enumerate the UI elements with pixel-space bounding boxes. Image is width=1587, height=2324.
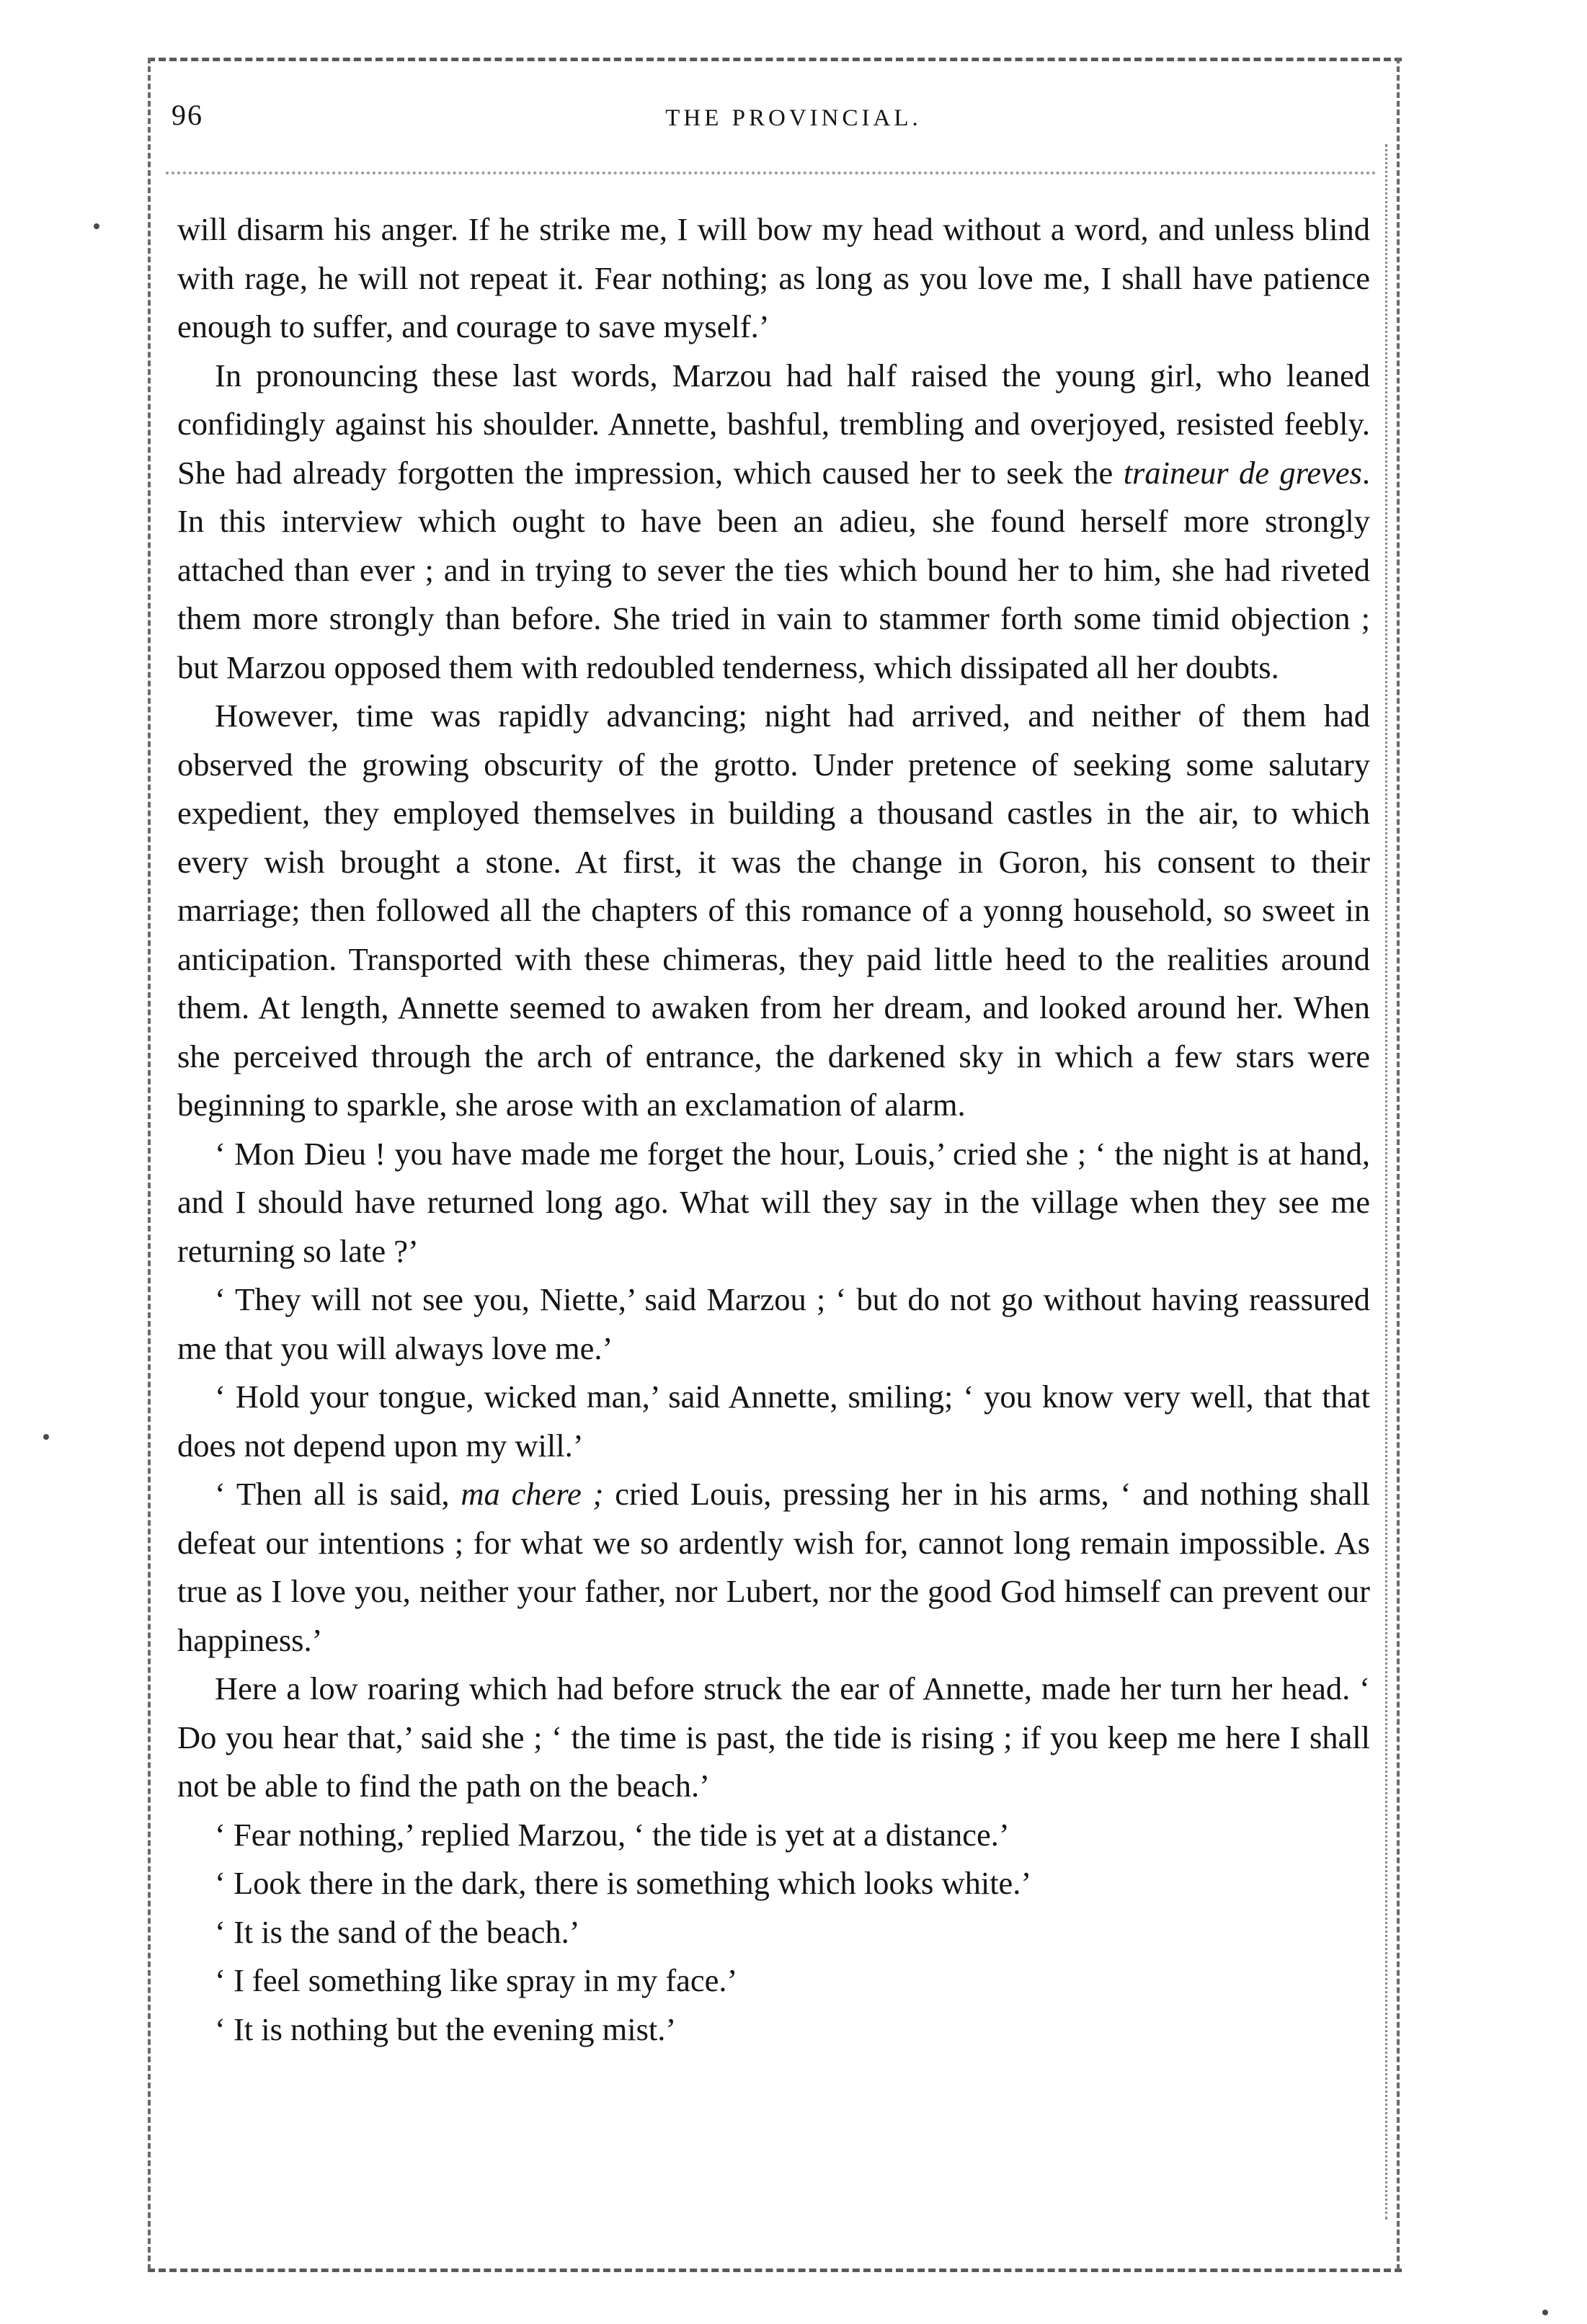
page-number: 96	[172, 99, 203, 131]
paragraph-text: However, time was rapidly advancing; night had arrived, and neither of them had observed the growing obscurity of the grotto. Under pretence of seeking some salutary expedient, they employed themselves in building a thousand castles in the air, to which every wish brought a stone. At first, it was the change in Goron, his consent to their marriage; then followed all the chapters of this romance of a yonng household, so sweet in anticipation. Transported with these chimeras, they paid little heed to the realities around them. At length, Annette seemed to awaken from her dream, and looked around her. When she perceived through the arch of entrance, the darkened sky in which a few stars were beginning to sparkle, she arose with an exclamation of alarm.	[177, 698, 1370, 1123]
paragraph-text: cried Louis, pressing her in his arms, ‘ and nothing shall defeat our intentions ; for what we so ardently wish for, cannot long remain impossible. As true as I love you, neither your father, nor Lubert, nor the good God himself can prevent our happiness.’	[177, 1476, 1370, 1658]
italic-text: ma chere ;	[461, 1476, 604, 1512]
paragraph-text: ‘ It is the sand of the beach.’	[215, 1913, 580, 1950]
paragraph-text: Here a low roaring which had before struck the ear of Annette, made her turn her head. ‘ Do you hear that,’ said she ; ‘ the time is past, the tide is rising ; if you keep me here I shall not be able to find the path on the beach.’	[177, 1670, 1370, 1804]
paragraph-text: ‘ Then all is said,	[215, 1476, 461, 1512]
page-frame-inner-right-border	[1385, 144, 1387, 2220]
paragraph-text: ‘ I feel something like spray in my face.’	[215, 1962, 738, 1998]
paragraph	[177, 2005, 1370, 2054]
paragraph-text: will disarm his anger. If he strike me, I will bow my head without a word, and unless blind with rage, he will not repeat it. Fear nothing; as long as you love me, I shall have patience enough to suffer, and courage to save myself.’	[177, 211, 1370, 344]
paragraph	[177, 1811, 1370, 1860]
paragraph-text: ‘ Look there in the dark, there is something which looks white.’	[215, 1865, 1032, 1901]
paragraph	[177, 1665, 1370, 1811]
paragraph-text: ‘ Hold your tongue, wicked man,’ said Annette, smiling; ‘ you know very well, that that does not depend upon my will.’	[177, 1379, 1370, 1464]
paragraph	[177, 352, 1370, 693]
body-text	[177, 205, 1370, 2054]
paragraph	[177, 1908, 1370, 1957]
page-frame-left-border	[148, 58, 151, 2270]
paragraph	[177, 1859, 1370, 1908]
italic-text: traineur de greves	[1123, 454, 1362, 491]
print-speck	[43, 1434, 49, 1440]
paragraph-text: . In this interview which ought to have been an adieu, she found herself more strongly attached than ever ; and in trying to sever the ties which bound her to him, she had riveted them more strongly than before. She tried in vain to stammer forth some timid objection ; but Marzou opposed them with redoubled tenderness, which dissipated all her doubts.	[177, 454, 1370, 685]
paragraph-text: In pronouncing these last words, Marzou had half raised the young girl, who leaned confidingly against his shoulder. Annette, bashful, trembling and overjoyed, resisted feebly. She had already forgotten the impression, which caused her to seek the	[177, 357, 1370, 491]
page-frame-right-border	[1397, 58, 1400, 2270]
page-frame-top-border	[148, 58, 1402, 61]
paragraph	[177, 205, 1370, 352]
paragraph-text: ‘ They will not see you, Niette,’ said Marzou ; ‘ but do not go without having reassured me that you will always love me.’	[177, 1281, 1370, 1366]
paragraph-text: ‘ It is nothing but the evening mist.’	[215, 2011, 677, 2047]
paragraph	[177, 1130, 1370, 1276]
paragraph	[177, 692, 1370, 1130]
paragraph	[177, 1373, 1370, 1470]
paragraph-text: ‘ Mon Dieu ! you have made me forget the hour, Louis,’ cried she ; ‘ the night is at hand, and I should have returned long ago. What will they say in the village when they see me returning so late ?’	[177, 1135, 1370, 1269]
paragraph-text: ‘ Fear nothing,’ replied Marzou, ‘ the tide is yet at a distance.’	[215, 1816, 1010, 1853]
page-frame-bottom-border	[148, 2269, 1402, 2272]
print-speck	[94, 223, 99, 229]
paragraph	[177, 1470, 1370, 1665]
print-speck	[1542, 2310, 1548, 2315]
paragraph	[177, 1275, 1370, 1373]
paragraph	[177, 1956, 1370, 2005]
header-rule	[166, 172, 1377, 174]
running-head: THE PROVINCIAL.	[665, 105, 922, 131]
